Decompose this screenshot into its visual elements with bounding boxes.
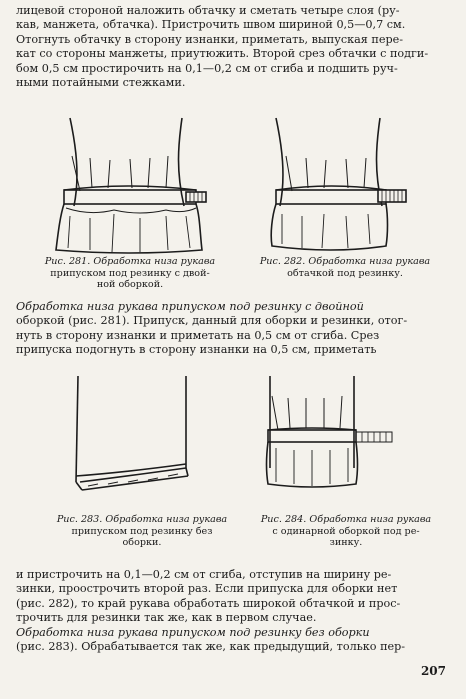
caption-line: ной оборкой.: [96, 279, 164, 290]
text-line: и пристрочить на 0,1—0,2 см от сгиба, отступив на ширину ре-: [16, 568, 392, 581]
paragraph-middle: [16, 300, 448, 358]
caption-line: припуском под резинку с двой-: [50, 267, 210, 279]
paragraph-bottom: [16, 568, 448, 654]
figure-281-sleeve-double-frill: [50, 116, 210, 256]
text-line: кав, манжета, обтачка). Пристрочить швом шириной 0,5—0,7 см.: [16, 18, 406, 32]
caption-line: оборки.: [122, 537, 162, 548]
caption-line: с одинарной оборкой под ре-: [272, 525, 420, 537]
figure-283-sleeve-no-frill: [58, 372, 208, 508]
paragraph-top: [16, 4, 448, 90]
caption-line: зинку.: [329, 537, 363, 548]
text-line: зинки, проострочить второй раз. Если припуска для оборки нет: [16, 582, 398, 596]
caption-284: [240, 514, 452, 549]
text-line: ными потайными стежками.: [16, 76, 186, 90]
text-line: (рис. 282), то край рукава обработать широкой обтачкой и прос-: [16, 596, 401, 610]
text-line: оборкой (рис. 281). Припуск, данный для оборки и резинки, отог-: [16, 314, 408, 328]
text-line: нуть в сторону изнанки и приметать на 0,5 см от сгиба. Срез: [16, 328, 380, 342]
figure-284-sleeve-single-frill: [262, 372, 422, 508]
text-line: (рис. 283). Обрабатывается так же, как предыдущий, только пер-: [16, 640, 406, 654]
text-line: Обработка низа рукава припуском под резинку без оборки: [16, 625, 370, 639]
text-line: лицевой стороной наложить обтачку и сметать четыре слоя (ру-: [16, 4, 400, 17]
figure-282-sleeve-facing: [262, 116, 422, 256]
text-line: бом 0,5 см простирочить на 0,1—0,2 см от сгиба и подшить руч-: [16, 61, 398, 75]
caption-line: Рис. 281. Обработка низа рукава: [44, 256, 216, 267]
caption-line: Рис. 282. Обработка низа рукава: [259, 256, 431, 267]
text-line: трочить для резинки так же, как в первом случае.: [16, 611, 317, 625]
caption-line: припуском под резинку без: [71, 525, 213, 537]
caption-line: Рис. 284. Обработка низа рукава: [260, 514, 432, 525]
text-line: кат со стороны манжеты, приутюжить. Второй срез обтачки с подги-: [16, 47, 429, 61]
caption-281: [30, 256, 230, 291]
caption-line: обтачкой под резинку.: [287, 267, 403, 279]
caption-282: [240, 256, 450, 279]
caption-line: Рис. 283. Обработка низа рукава: [56, 514, 228, 525]
caption-283: [42, 514, 242, 549]
text-line: припуска подогнуть в сторону изнанки на 0,5 см, приметать: [16, 343, 377, 357]
text-line: Обработка низа рукава припуском под резинку с двойной: [16, 300, 364, 313]
page-number: 207: [420, 664, 446, 678]
text-line: Отогнуть обтачку в сторону изнанки, приметать, выпуская пере-: [16, 32, 404, 46]
